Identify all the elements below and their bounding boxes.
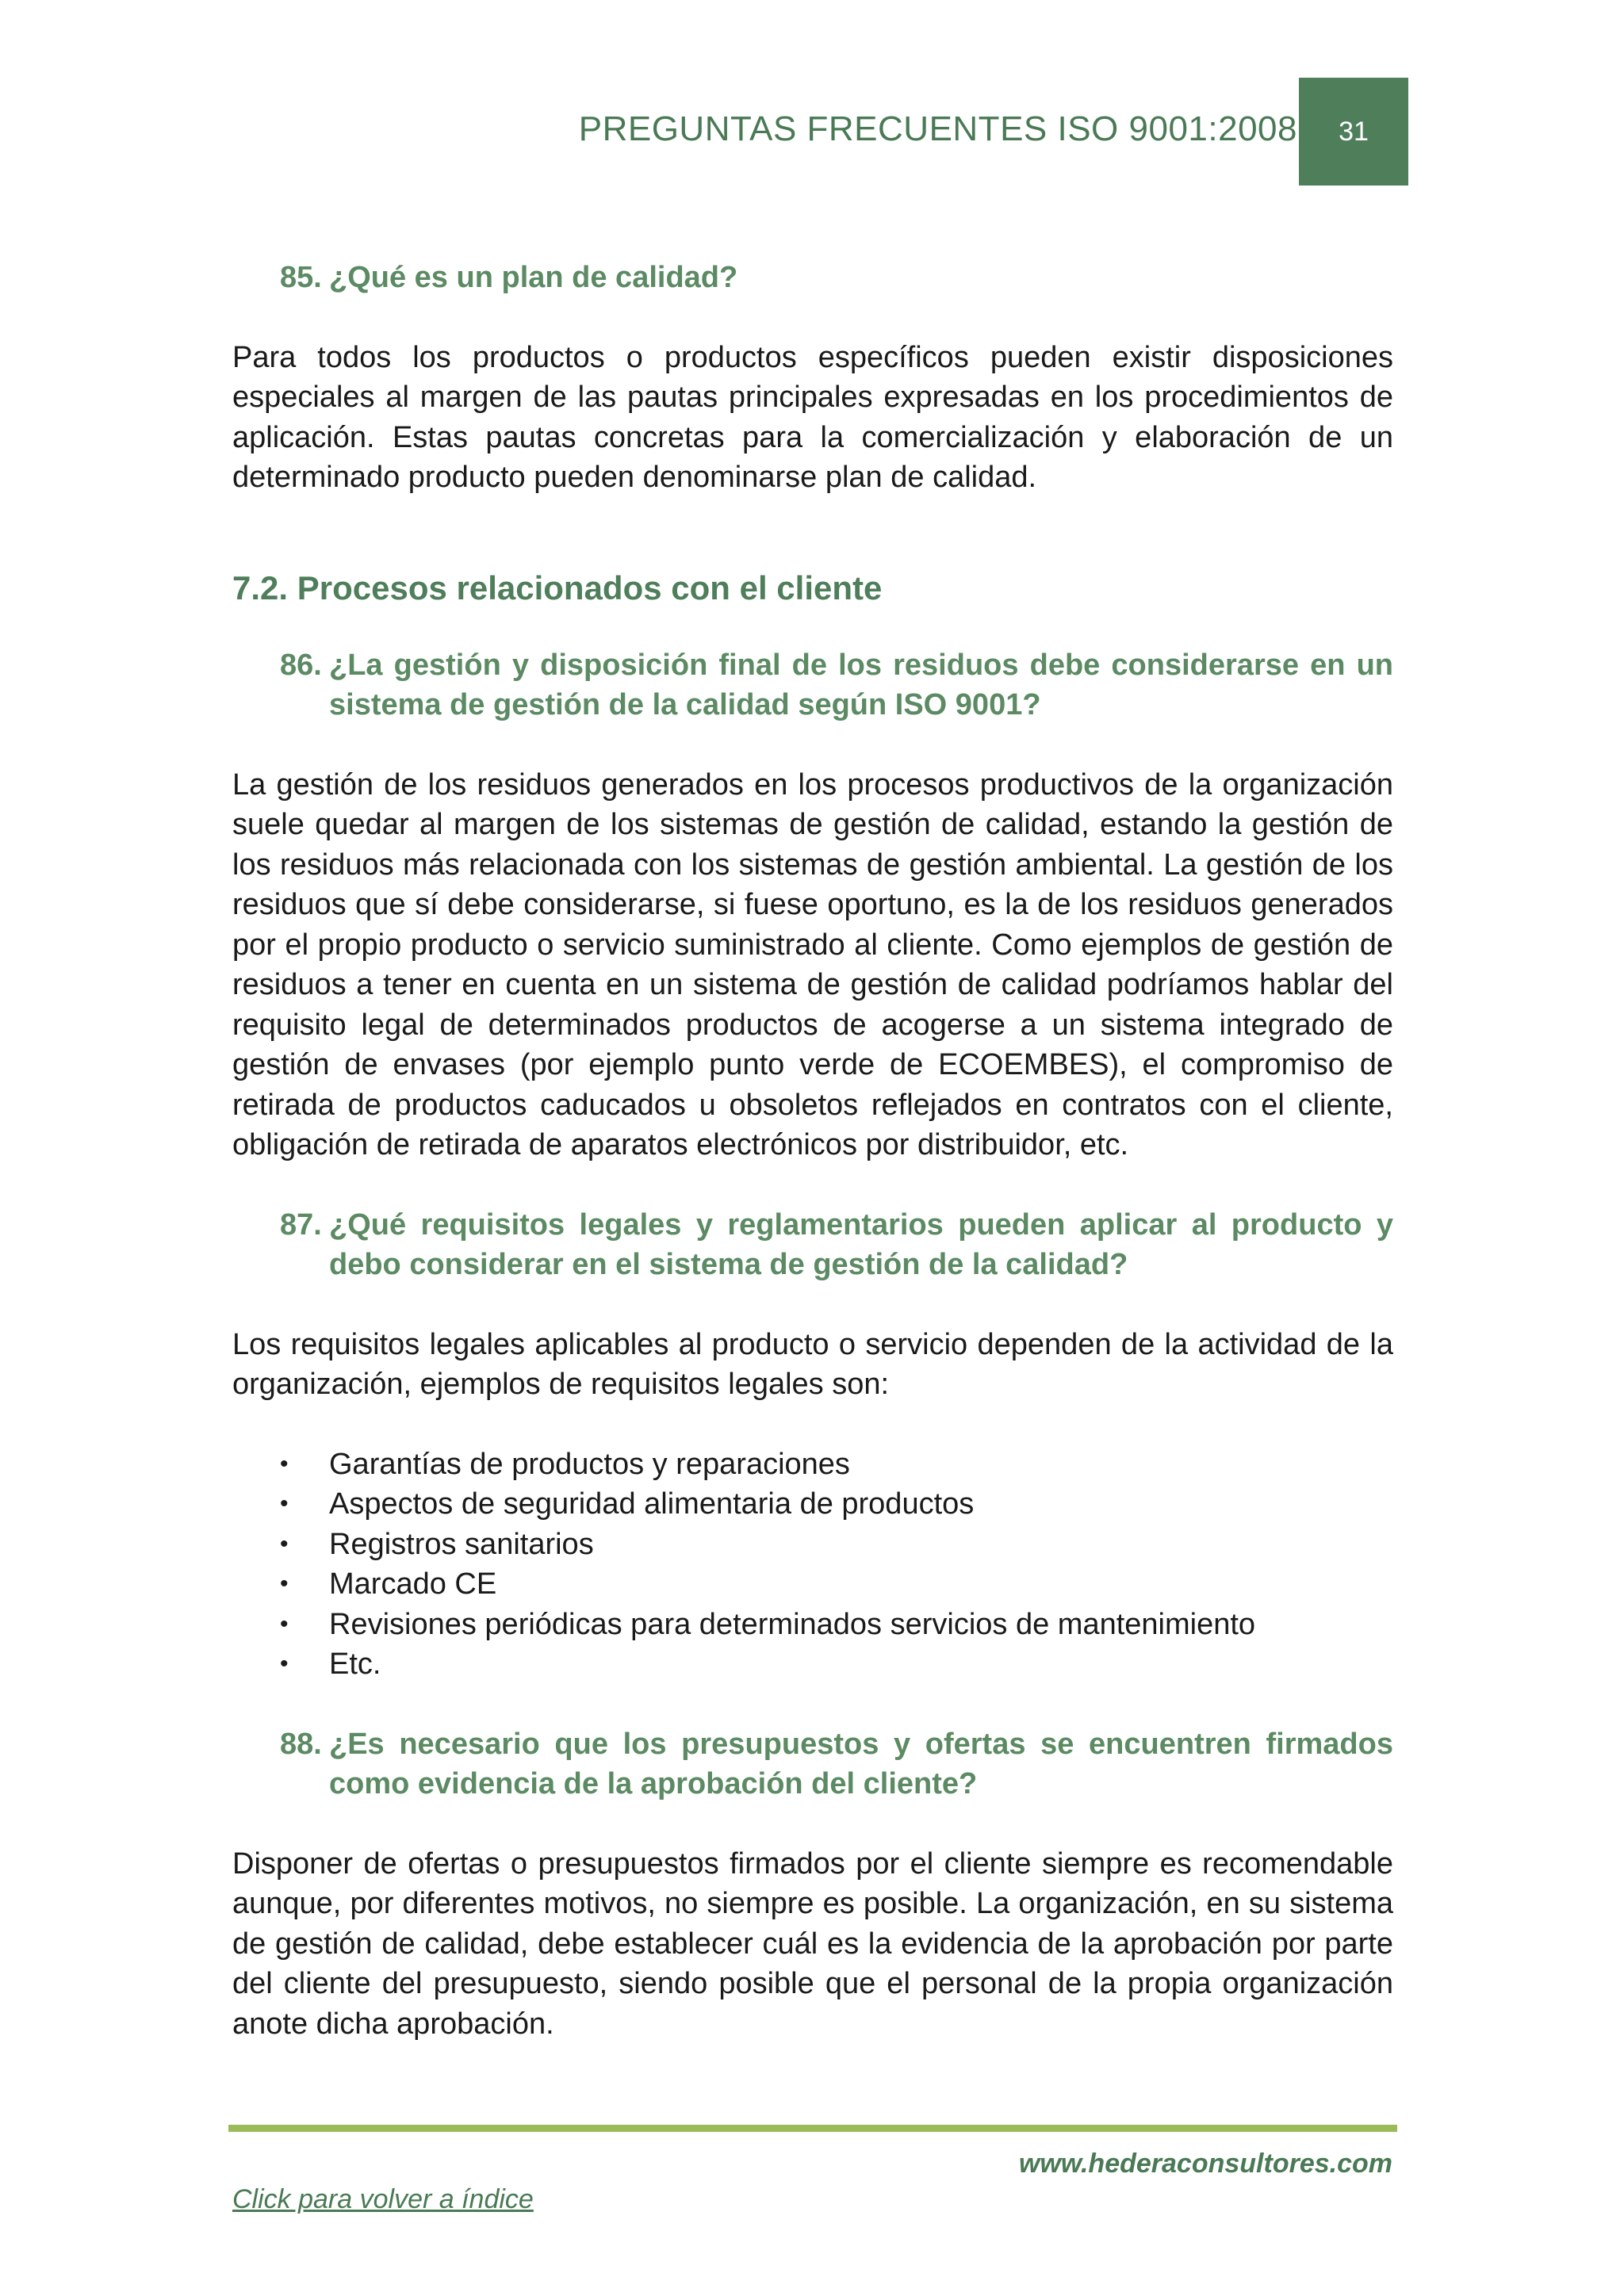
question-85 xyxy=(232,258,1393,298)
legal-requirements-list xyxy=(232,1445,1393,1685)
bullet-icon: • xyxy=(280,1490,289,1517)
section-heading: 7.2. Procesos relacionados con el cliente xyxy=(232,568,883,607)
question-text: ¿Qué requisitos legales y reglamentarios pueden aplicar al producto y debo considerar en el sistema de gestión de la calidad? xyxy=(329,1207,1393,1281)
list-item: • Revisiones periódicas para determinados servicios de mantenimiento xyxy=(280,1605,1393,1645)
question-87 xyxy=(232,1205,1393,1285)
question-number: 86. xyxy=(280,648,322,682)
page-content xyxy=(232,258,1393,2044)
question-text: ¿Qué es un plan de calidad? xyxy=(329,261,738,294)
answer-85: Para todos los productos o productos específicos pueden existir disposiciones especiales al margen de las pautas principales expresadas en los procedimientos de aplicación. Estas pautas concretas para la comercialización y elaboración de un determinado producto pueden denominarse plan de calidad. xyxy=(232,340,1393,494)
bullet-icon: • xyxy=(280,1610,289,1637)
list-item: • Garantías de productos y reparaciones xyxy=(280,1445,1393,1485)
answer-86: La gestión de los residuos generados en los procesos productivos de la organización suele quedar al margen de los sistemas de gestión de calidad, estando la gestión de los residuos más relacionada con los sistemas de gestión ambiental. La gestión de los residuos que sí debe considerarse, si fuese oportuno, es la de los residuos generados por el propio producto o servicio suministrado al cliente. Como ejemplos de gestión de residuos a tener en cuenta en un sistema de gestión de calidad podríamos hablar del requisito legal de determinados productos de acogerse a un sistema integrado de gestión de envases (por ejemplo punto verde de ECOEMBES), el compromiso de retirada de productos caducados u obsoletos reflejados en contratos con el cliente, obligación de retirada de aparatos electrónicos por distribuidor, etc. xyxy=(232,767,1393,1161)
list-item: • Registros sanitarios xyxy=(280,1525,1393,1565)
bullet-icon: • xyxy=(280,1571,289,1597)
page-number-badge xyxy=(1299,78,1408,186)
question-number: 85. xyxy=(280,261,322,294)
question-number: 88. xyxy=(280,1727,322,1761)
question-88 xyxy=(232,1724,1393,1804)
bullet-icon: • xyxy=(280,1450,289,1477)
question-text: ¿Es necesario que los presupuestos y ofertas se encuentren firmados como evidencia de la aprobación del cliente? xyxy=(329,1727,1393,1800)
question-number: 87. xyxy=(280,1207,322,1242)
footer-website: www.hederaconsultores.com xyxy=(1018,2149,1392,2179)
question-86 xyxy=(232,645,1393,725)
list-item: • Aspectos de seguridad alimentaria de productos xyxy=(280,1484,1393,1525)
list-item: • Marcado CE xyxy=(280,1564,1393,1605)
page-number: 31 xyxy=(1339,116,1369,147)
document-title: PREGUNTAS FRECUENTES ISO 9001:2008 xyxy=(578,109,1297,148)
answer-87: Los requisitos legales aplicables al producto o servicio dependen de la actividad de la organización, ejemplos de requisitos legales son: xyxy=(232,1327,1393,1401)
footer-divider xyxy=(228,2125,1397,2132)
list-item: • Etc. xyxy=(280,1644,1393,1685)
question-text: ¿La gestión y disposición final de los residuos debe considerarse en un sistema de gestión de la calidad según ISO 9001? xyxy=(329,648,1393,721)
back-to-index-link[interactable]: Click para volver a índice xyxy=(232,2184,534,2214)
bullet-icon: • xyxy=(280,1530,289,1557)
bullet-icon: • xyxy=(280,1651,289,1677)
answer-88: Disponer de ofertas o presupuestos firmados por el cliente siempre es recomendable aunque, por diferentes motivos, no siempre es posible. La organización, en su sistema de gestión de calidad, debe establecer cuál es la evidencia de la aprobación por parte del cliente del presupuesto, siendo posible que el personal de la propia organización anote dicha aprobación. xyxy=(232,1846,1393,2041)
